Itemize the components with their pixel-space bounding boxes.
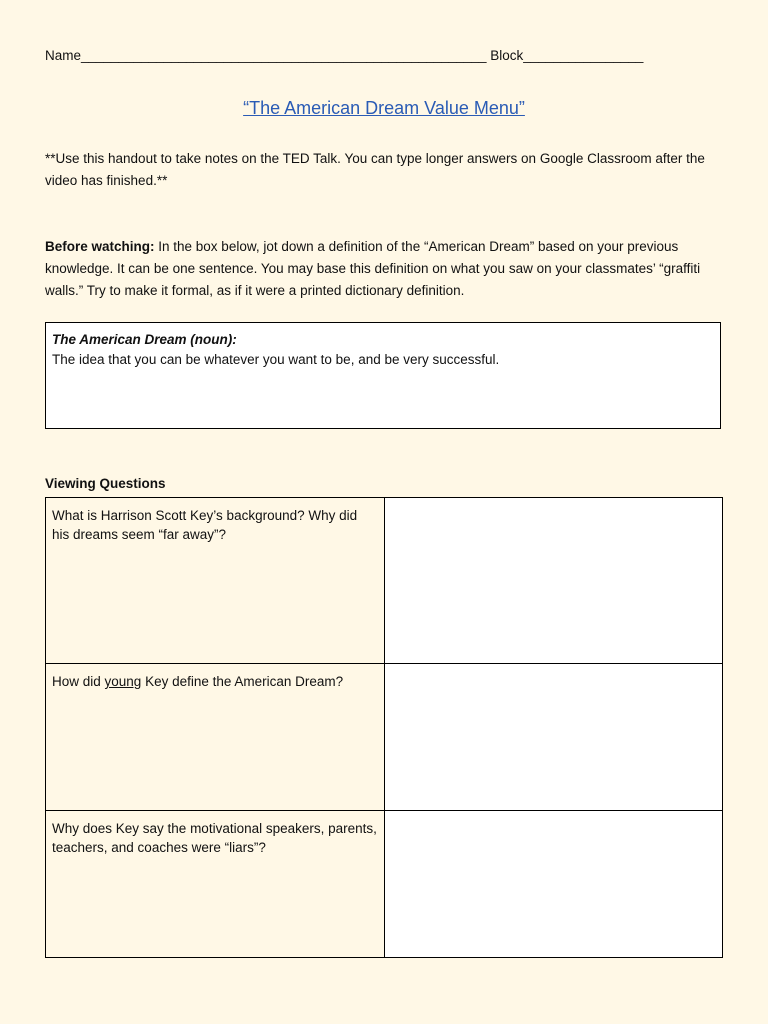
question-cell: What is Harrison Scott Key’s background? Why did his dreams seem “far away”? — [46, 498, 385, 664]
question-cell: Why does Key say the motivational speakers, parents, teachers, and coaches were “liars”? — [46, 811, 385, 958]
instruction-note: **Use this handout to take notes on the TED Talk. You can type longer answers on Google Classroom after the video has finished.** — [45, 151, 705, 188]
viewing-questions-table — [45, 497, 723, 958]
definition-box[interactable] — [45, 322, 721, 429]
definition-text[interactable]: The idea that you can be whatever you want to be, and be very successful. — [52, 352, 500, 367]
block-field[interactable]: ________________ — [523, 48, 644, 63]
name-block-line — [45, 48, 643, 63]
before-watching-paragraph — [45, 236, 725, 302]
page-title[interactable]: “The American Dream Value Menu” — [243, 98, 525, 118]
question-text-post: Key define the American Dream? — [141, 674, 344, 689]
name-label: Name — [45, 48, 82, 63]
viewing-questions-heading: Viewing Questions — [45, 476, 166, 491]
before-watching-label: Before watching: — [45, 239, 155, 254]
answer-cell[interactable] — [385, 498, 723, 664]
question-cell — [46, 664, 385, 811]
table-row — [46, 498, 723, 664]
block-label: Block — [490, 48, 524, 63]
name-field[interactable]: ______________________________________________________ — [81, 48, 487, 63]
table-row — [46, 811, 723, 958]
definition-term: The American Dream (noun): — [52, 332, 237, 347]
table-row — [46, 664, 723, 811]
before-watching-text: In the box below, jot down a definition of the “American Dream” based on your previous knowledge. It can be one sentence. You may base this definition on what you saw on your classmates’ “graffiti walls.” Try to make it formal, as if it were a printed dictionary definition. — [45, 239, 701, 298]
answer-cell[interactable] — [385, 811, 723, 958]
question-underlined-word: young — [104, 674, 142, 689]
question-text-pre: How did — [52, 674, 105, 689]
answer-cell[interactable] — [385, 664, 723, 811]
